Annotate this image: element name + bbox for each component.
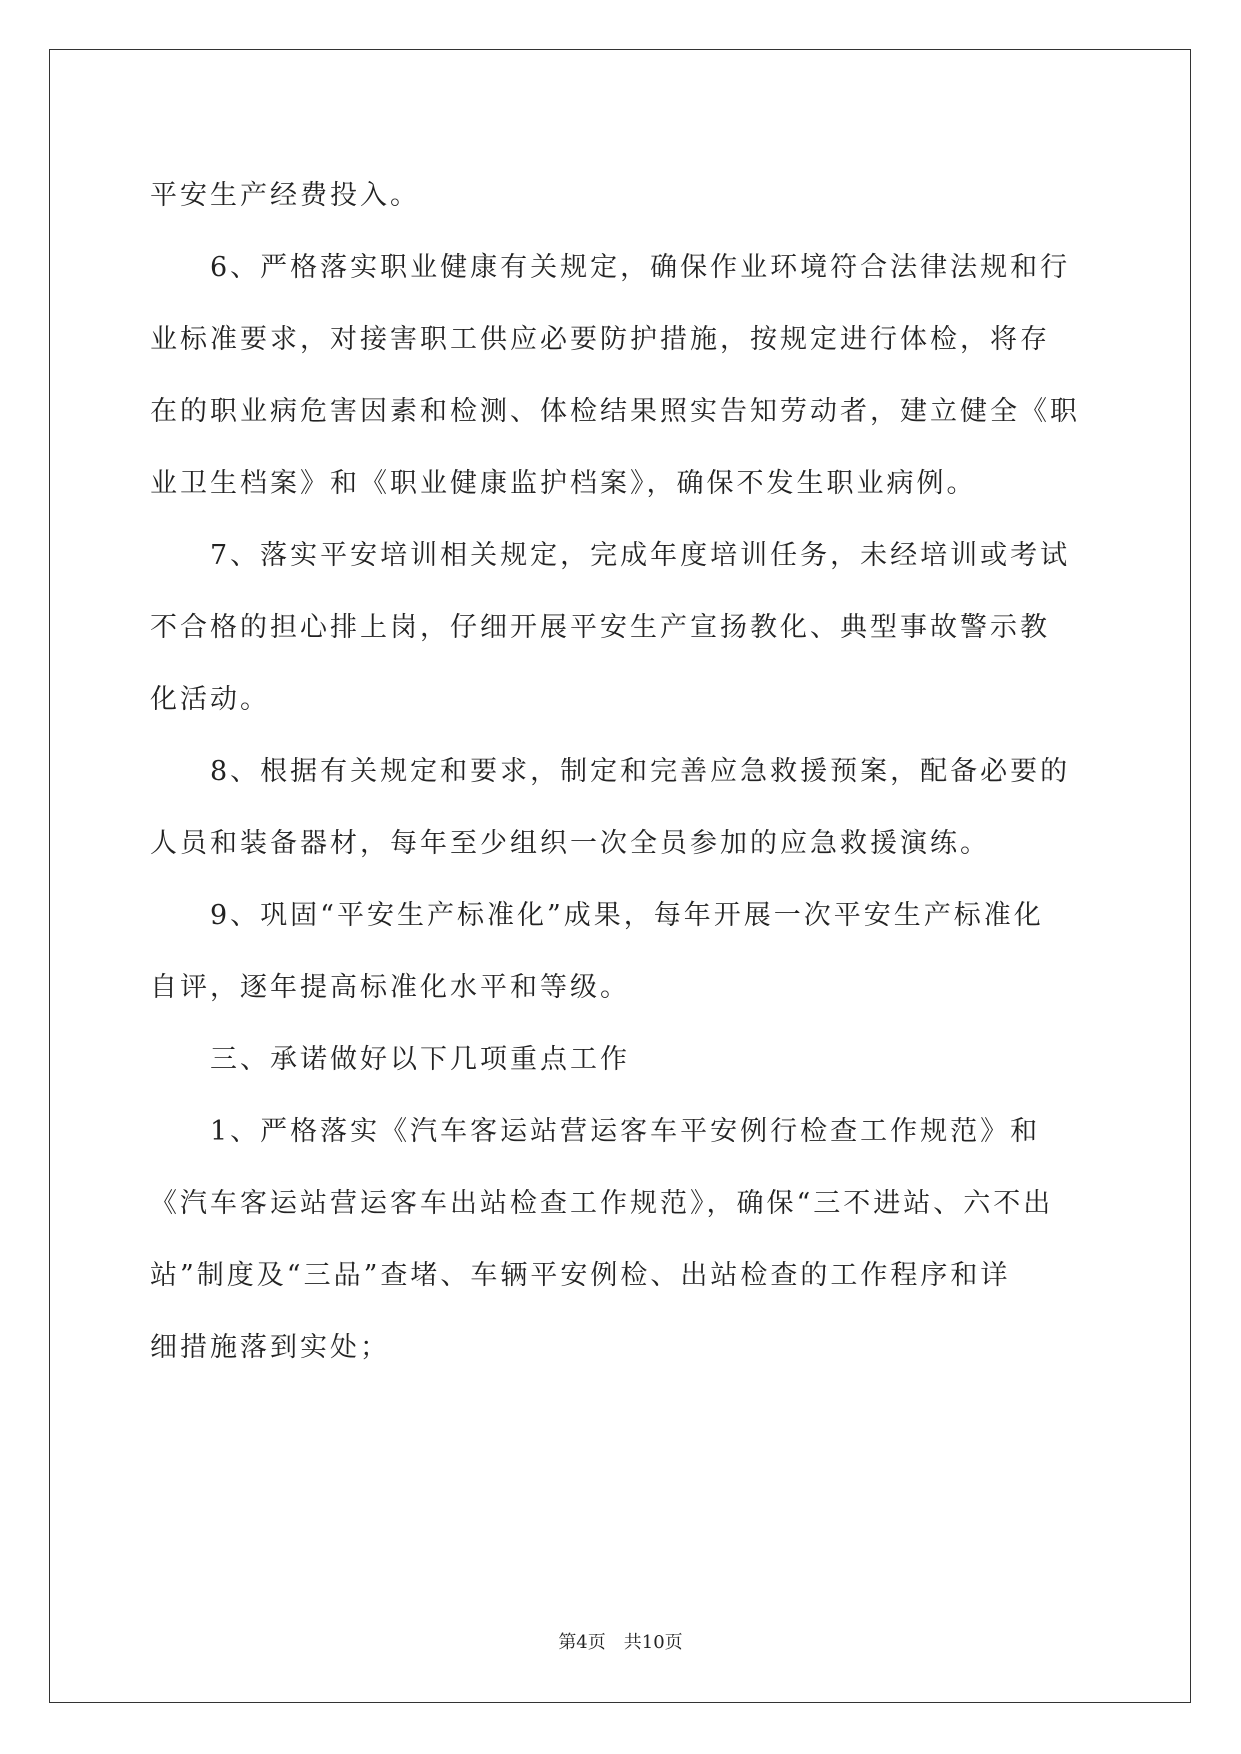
section-heading: 三、承诺做好以下几项重点工作 [210, 1044, 630, 1075]
text-line: 9、巩固“平安生产标准化”成果，每年开展一次平安生产标准化 [210, 900, 1044, 931]
text-line: 平安生产经费投入。 [150, 180, 420, 211]
text-line: 《汽车客运站营运客车出站检查工作规范》，确保“三不进站、六不出 [150, 1188, 1054, 1219]
text-line: 自评，逐年提高标准化水平和等级。 [150, 972, 630, 1003]
text-line: 站”制度及“三品”查堵、车辆平安例检、出站检查的工作程序和详 [150, 1260, 1011, 1291]
text-line: 6、严格落实职业健康有关规定，确保作业环境符合法律法规和行 [210, 252, 1071, 283]
text-line: 7、落实平安培训相关规定，完成年度培训任务，未经培训或考试 [210, 540, 1071, 571]
text-line: 1、严格落实《汽车客运站营运客车平安例行检查工作规范》和 [210, 1116, 1041, 1147]
page-number-footer: 第4页 共10页 [558, 1632, 683, 1653]
text-line: 人员和装备器材，每年至少组织一次全员参加的应急救援演练。 [150, 828, 990, 859]
text-line: 化活动。 [150, 684, 270, 715]
text-line: 细措施落到实处； [150, 1332, 390, 1363]
text-line: 业标准要求，对接害职工供应必要防护措施，按规定进行体检，将存 [150, 324, 1050, 355]
text-line: 8、根据有关规定和要求，制定和完善应急救援预案，配备必要的 [210, 756, 1071, 787]
document-body [150, 160, 1090, 1384]
text-line: 在的职业病危害因素和检测、体检结果照实告知劳动者，建立健全《职 [150, 396, 1080, 427]
text-line: 业卫生档案》和《职业健康监护档案》，确保不发生职业病例。 [150, 468, 977, 499]
text-line: 不合格的担心排上岗，仔细开展平安生产宣扬教化、典型事故警示教 [150, 612, 1050, 643]
